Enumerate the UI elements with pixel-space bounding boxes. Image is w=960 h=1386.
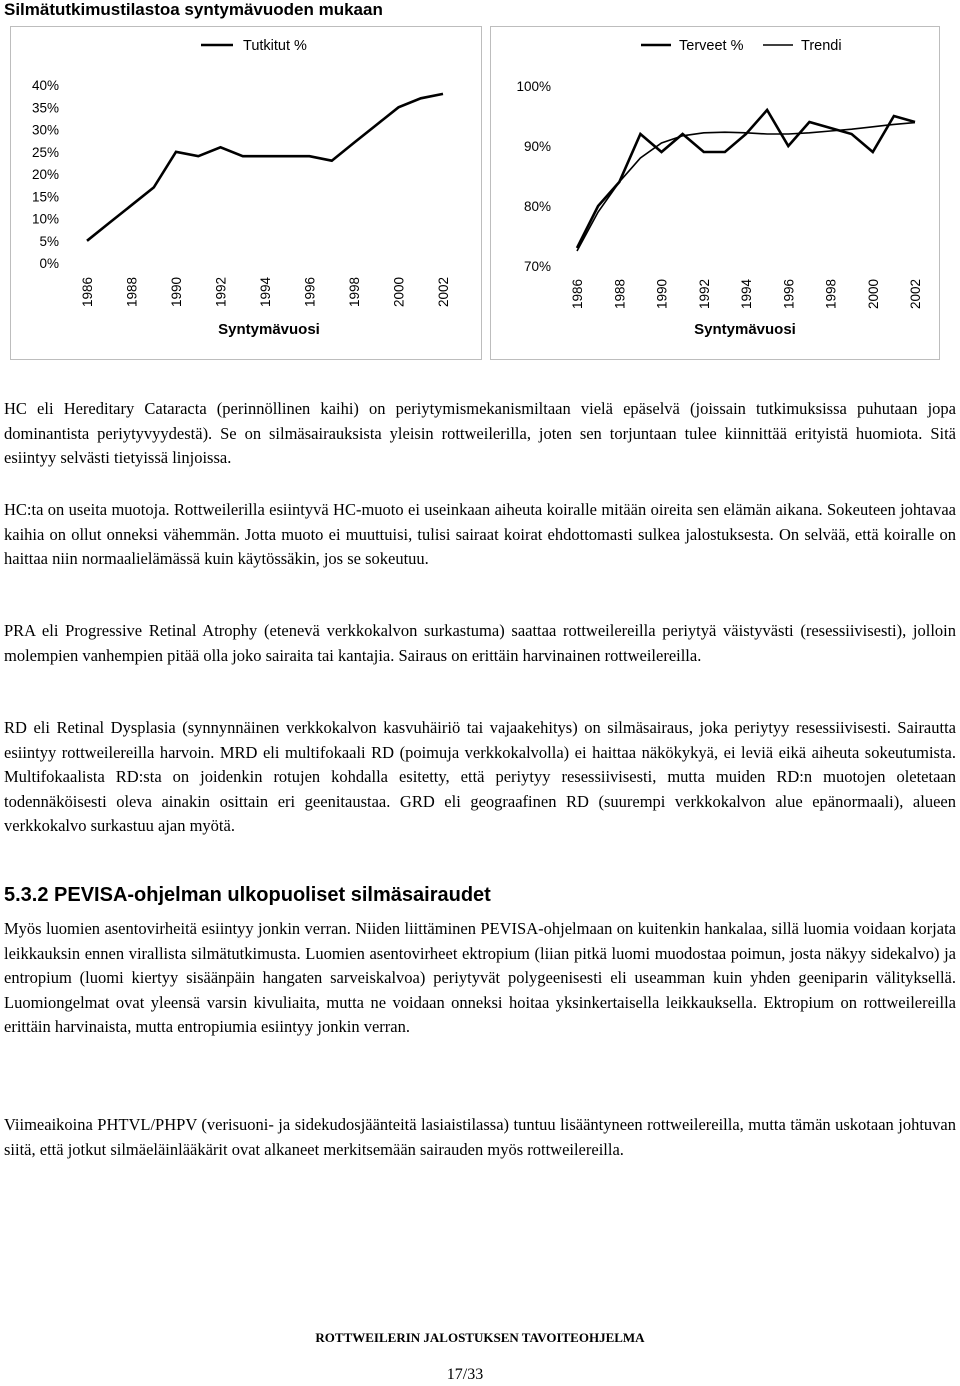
chart-right-y-tick-label: 90% xyxy=(523,139,551,154)
chart-left-y-tick-label: 25% xyxy=(31,144,59,160)
chart-right-x-tick-label: 2002 xyxy=(908,279,923,310)
footer-organization: ROTTWEILERIN JALOSTUKSEN TAVOITEOHJELMA xyxy=(315,1330,645,1345)
chart-left-x-tick-label: 1994 xyxy=(258,277,273,308)
chart-right-legend-label: Terveet % xyxy=(679,38,744,54)
chart-right-x-tick-label: 1990 xyxy=(654,279,670,310)
chart-left-x-tick-label: 1990 xyxy=(169,277,184,308)
chart-right-x-tick-label: 1986 xyxy=(570,279,585,310)
chart-right-x-tick-label: 1994 xyxy=(739,279,754,310)
paragraph-phtvl: Viimeaikoina PHTVL/PHPV (verisuoni- ja sidekudosjäänteitä lasiaistilassa) tuntuu lisääntyneen rottweilereilla, mutta tämän uskotaan johtuvan siitä, että jotkut silmäeläinlääkärit ovat alkaneet merkitsemään sairauden myös rottweilereilla. xyxy=(4,1115,956,1159)
paragraph-pra: PRA eli Progressive Retinal Atrophy (etenevä verkkokalvon surkastuma) saattaa rottweilereilla periytyä väistyvästi (resessiivisesti), jolloin molempien vanhempien pitää olla joko sairaita tai kantajia. Sairaus on erittäin harvinainen rottweilereilla. xyxy=(4,621,956,665)
paragraph-hc-intro: HC eli Hereditary Cataracta (perinnöllinen kaihi) on periytymismekanismiltaan vielä epäselvä (joissain tutkimuksissa puhutaan jopa dominantista periytyvyydestä). Se on silmäsairauksista yleisin rottweilerilla, joten sen torjuntaan tulee kiinnittää erityistä huomiota. Sitä esiintyy selvästi tietyissä linjoissa. xyxy=(4,399,956,467)
paragraph-rd: RD eli Retinal Dysplasia (synnynnäinen verkkokalvon kasvuhäiriö tai vajaakehitys) on silmäsairaus, joka periytyy resessiivisesti. Sairautta esiintyy rottweilereilla harvoin. MRD eli multifokaali RD (poimuja verkkokalvolla) ei haittaa näkökykyä, ei leviä eikä aiheuta sokeutumista. Multifokaalista RD:sta on joidenkin rotujen kohdalla esitetty, että periytyy resessiivisesti, mutta muiden RD:n muotojen oletetaan todennäköisesti oleva ainakin osittain eri geenitaustaa. GRD eli geograafinen RD (suurempi verkkokalvon alue epänormaali), alueen verkkokalvo surkastuu ajan myötä. xyxy=(4,718,956,835)
chart-left-y-tick-label: 20% xyxy=(31,167,59,182)
chart-left-x-tick-label: 2000 xyxy=(391,277,407,308)
chart-left-y-tick-label: 10% xyxy=(31,211,59,227)
chart-left-y-tick-label: 30% xyxy=(31,122,59,138)
chart-right-y-tick-label: 70% xyxy=(523,259,551,274)
chart-left-x-tick-label: 1992 xyxy=(213,277,229,308)
chart-right-series-line-1 xyxy=(577,110,915,248)
chart-left-x-axis-title: Syntymävuosi xyxy=(218,321,320,338)
chart-terveet-svg xyxy=(491,27,939,359)
chart-left-y-tick-label: 5% xyxy=(39,233,59,249)
chart-right-x-tick-label: 1998 xyxy=(823,279,839,310)
chart-left-x-tick-label: 1988 xyxy=(124,277,140,308)
chart-left-x-tick-label: 2002 xyxy=(436,277,451,308)
chart-left-x-tick-label: 1998 xyxy=(347,277,362,308)
paragraph-eyelids: Myös luomien asentovirheitä esiintyy jonkin verran. Niiden liittäminen PEVISA-ohjelmaan on kuitenkin hankalaa, sillä luomia voidaan korjata leikkauksin ennen virallista silmätutkimusta. Luomien asentovirheet ektropium (liian pitkä luomi muodostaa poimun, josta näkyy sidekalvo) ja entropium (luomi kiertyy sisäänpäin hangaten sarveiskalvoa) periytyvät polygeenisesti eli useamman kuin yhden geeniparin välityksellä. Luomiongelmat ovat yleensä varsin kivuliaita, mutta ne voidaan onneksi hoitaa yksinkertaisella leikkauksella. Ektropium on rottweilereilla erittäin harvinaista, mutta entropiumia esiintyy jonkin verran. xyxy=(4,919,956,1036)
chart-terveet xyxy=(490,26,940,360)
chart-left-y-tick-label: 0% xyxy=(39,256,59,271)
paragraph-hc-forms: HC:ta on useita muotoja. Rottweilerilla esiintyvä HC-muoto ei useinkaan aiheuta koiralle mitään oireita sen elämän aikana. Sokeuteen johtavaa kaihia on ollut onneksi vähemmän. Jotta muoto ei muuttuisi, tulisi sairaat koirat ehdottomasti sulkea jalostuksesta. On selvää, että koiralle on haittaa niin normaalielämässä kuin käytössäkin, jos se sokeutuu. xyxy=(4,500,956,568)
chart-right-x-tick-label: 1992 xyxy=(696,279,712,310)
chart-left-legend-label: Tutkitut % xyxy=(243,38,307,54)
chart-right-x-tick-label: 1988 xyxy=(612,279,628,310)
chart-left-y-tick-label: 35% xyxy=(31,100,59,116)
chart-right-x-tick-label: 1996 xyxy=(781,279,797,310)
chart-left-x-tick-label: 1986 xyxy=(80,277,95,308)
chart-tutkitut-svg xyxy=(11,27,481,359)
section-heading: 5.3.2 PEVISA-ohjelman ulkopuoliset silmäsairaudet xyxy=(4,884,491,906)
page-title: Silmätutkimustilastoa syntymävuoden mukaan xyxy=(4,0,383,19)
chart-right-y-tick-label: 80% xyxy=(523,199,551,214)
chart-tutkitut xyxy=(10,26,482,360)
chart-right-x-tick-label: 2000 xyxy=(865,279,881,310)
chart-right-x-axis-title: Syntymävuosi xyxy=(694,321,796,338)
chart-right-y-tick-label: 100% xyxy=(516,79,551,94)
page-number: 17/33 xyxy=(446,1366,484,1383)
chart-left-series-line-1 xyxy=(87,94,443,241)
chart-left-y-tick-label: 40% xyxy=(31,78,59,93)
chart-left-y-tick-label: 15% xyxy=(31,189,59,205)
chart-right-series-line-2 xyxy=(577,123,915,251)
chart-left-x-tick-label: 1996 xyxy=(302,277,318,308)
chart-right-legend-label: Trendi xyxy=(801,38,842,54)
